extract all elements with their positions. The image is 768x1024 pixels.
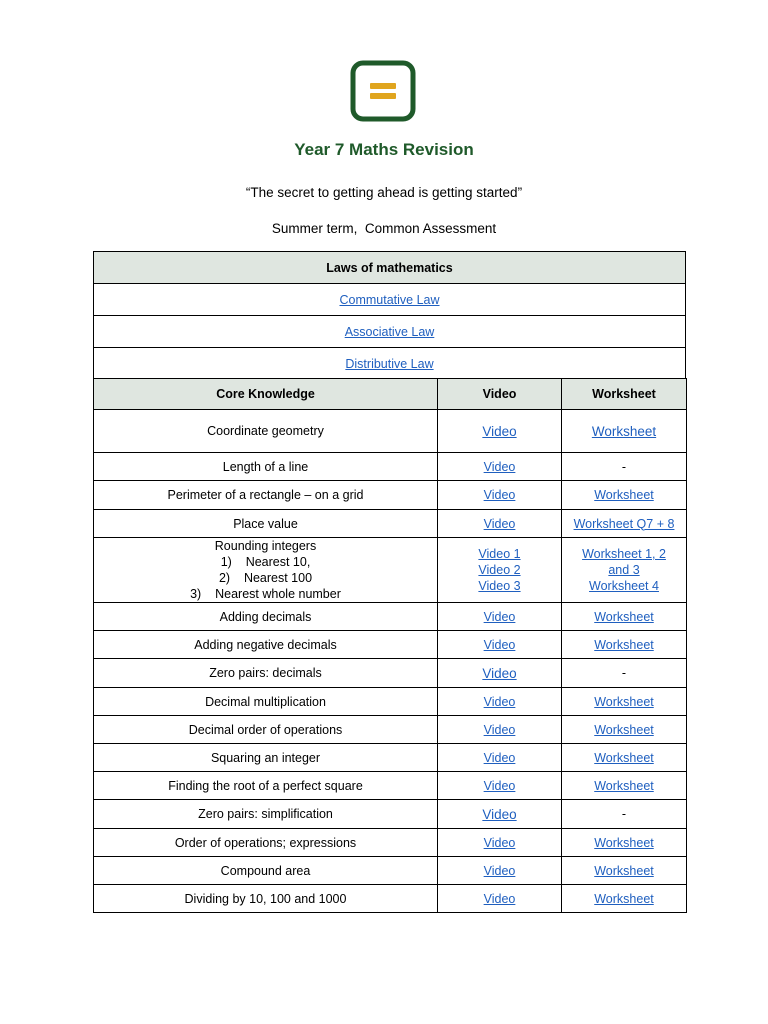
- table-row: [94, 510, 687, 538]
- table-row: [94, 800, 687, 829]
- table-row: [94, 453, 687, 481]
- worksheet-1-2-link[interactable]: Worksheet 1, 2: [582, 547, 666, 561]
- table-row: [94, 631, 687, 659]
- video-link[interactable]: Video: [483, 488, 516, 502]
- table-row: [94, 885, 687, 913]
- video-link[interactable]: Video: [483, 609, 516, 624]
- laws-row: [94, 348, 686, 380]
- video-2-link[interactable]: Video 2: [478, 563, 521, 577]
- video-3-link[interactable]: Video 3: [478, 579, 521, 593]
- worksheet-link[interactable]: Worksheet: [594, 891, 654, 906]
- topic-cell: Zero pairs: decimals: [94, 659, 438, 688]
- no-worksheet-dash: -: [562, 659, 687, 688]
- worksheet-link[interactable]: Worksheet: [594, 750, 654, 765]
- table-row: [94, 744, 687, 772]
- worksheet-link[interactable]: Worksheet: [594, 863, 654, 878]
- laws-table: [93, 251, 686, 380]
- sub-item: 1) Nearest 10,: [220, 555, 311, 569]
- associative-law-link[interactable]: Associative Law: [344, 324, 435, 339]
- worksheet-link[interactable]: Worksheet: [594, 778, 654, 793]
- worksheet-link[interactable]: Worksheet: [594, 722, 654, 737]
- video-link[interactable]: Video: [483, 516, 516, 531]
- video-link[interactable]: Video: [483, 722, 516, 737]
- no-worksheet-dash: -: [562, 453, 687, 481]
- video-link[interactable]: Video: [483, 750, 516, 765]
- table-row: [94, 538, 687, 603]
- video-1-link[interactable]: Video 1: [478, 547, 521, 561]
- topic-cell: Squaring an integer: [94, 744, 438, 772]
- topic-cell: Coordinate geometry: [94, 410, 438, 453]
- topic-cell: Place value: [94, 510, 438, 538]
- video-link[interactable]: Video: [483, 891, 516, 906]
- table-row: [94, 688, 687, 716]
- table-row: [94, 603, 687, 631]
- distributive-law-link[interactable]: Distributive Law: [345, 356, 434, 371]
- laws-row: [94, 284, 686, 316]
- video-link[interactable]: Video: [483, 835, 516, 850]
- topic-cell: Adding negative decimals: [94, 631, 438, 659]
- worksheet-link[interactable]: Worksheet: [591, 423, 657, 439]
- school-logo: [350, 60, 416, 122]
- worksheet-link[interactable]: Worksheet: [594, 835, 654, 850]
- term-subtitle: Summer term, Common Assessment: [271, 221, 497, 236]
- video-link[interactable]: Video: [483, 459, 516, 474]
- table-row: [94, 481, 687, 510]
- topic-cell: Compound area: [94, 857, 438, 885]
- topic-cell: Order of operations; expressions: [94, 829, 438, 857]
- video-link[interactable]: Video: [483, 694, 516, 709]
- worksheet-link[interactable]: Worksheet: [594, 488, 654, 502]
- no-worksheet-dash: -: [562, 800, 687, 829]
- topic-cell: Decimal multiplication: [94, 688, 438, 716]
- table-row: [94, 772, 687, 800]
- topic-cell: Adding decimals: [94, 603, 438, 631]
- motto-quote: “The secret to getting ahead is getting started”: [245, 185, 523, 200]
- video-link[interactable]: Video: [482, 423, 517, 439]
- table-row: [94, 829, 687, 857]
- topic-cell: Length of a line: [94, 453, 438, 481]
- videos-cell: [438, 538, 562, 603]
- video-link[interactable]: Video: [483, 863, 516, 878]
- topic-cell: Decimal order of operations: [94, 716, 438, 744]
- table-row: [94, 716, 687, 744]
- worksheet-link[interactable]: Worksheet: [594, 694, 654, 709]
- core-knowledge-table: [93, 378, 687, 913]
- commutative-law-link[interactable]: Commutative Law: [339, 292, 440, 307]
- topic-cell: Zero pairs: simplification: [94, 800, 438, 829]
- topic-cell: [94, 538, 438, 603]
- topic-cell: Dividing by 10, 100 and 1000: [94, 885, 438, 913]
- video-link[interactable]: Video: [483, 637, 516, 652]
- col-header-worksheet: Worksheet: [562, 379, 687, 410]
- video-link[interactable]: Video: [482, 665, 517, 681]
- table-row: [94, 659, 687, 688]
- worksheet-link[interactable]: Worksheet: [594, 637, 654, 652]
- worksheet-link[interactable]: Worksheet Q7 + 8: [573, 516, 675, 531]
- worksheet-link[interactable]: Worksheet: [594, 609, 654, 624]
- laws-row: [94, 316, 686, 348]
- col-header-video: Video: [438, 379, 562, 410]
- video-link[interactable]: Video: [482, 806, 517, 822]
- page-title: Year 7 Maths Revision: [294, 140, 474, 159]
- topic-cell: Finding the root of a perfect square: [94, 772, 438, 800]
- video-link[interactable]: Video: [483, 778, 516, 793]
- table-row: [94, 857, 687, 885]
- col-header-core-knowledge: Core Knowledge: [94, 379, 438, 410]
- worksheet-3-link[interactable]: and 3: [608, 563, 640, 577]
- topic-title: Rounding integers: [214, 539, 317, 553]
- worksheet-4-link[interactable]: Worksheet 4: [589, 579, 659, 593]
- topic-cell: Perimeter of a rectangle – on a grid: [94, 481, 438, 510]
- sub-item: 3) Nearest whole number: [190, 587, 341, 601]
- laws-heading: Laws of mathematics: [94, 252, 686, 284]
- sub-item: 2) Nearest 100: [218, 571, 313, 585]
- table-row: [94, 410, 687, 453]
- worksheets-cell: [562, 538, 687, 603]
